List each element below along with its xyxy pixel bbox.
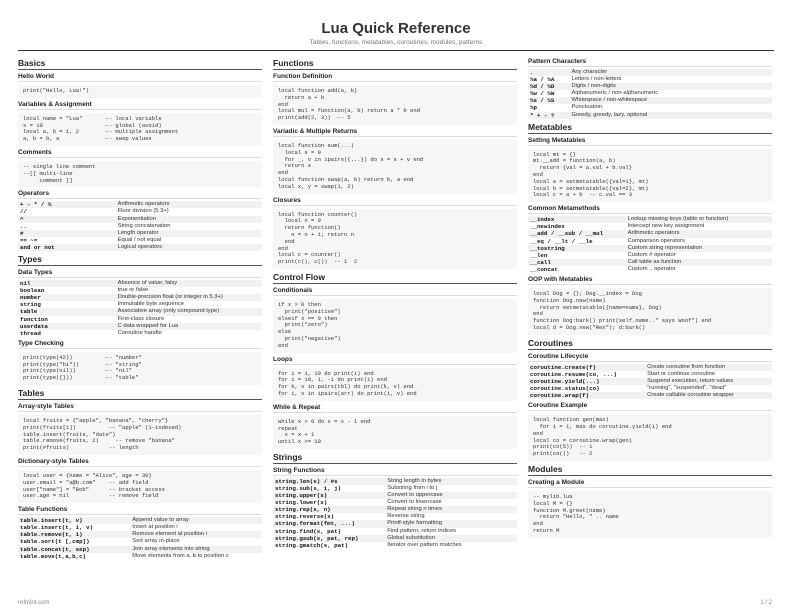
syntax-cell: __add / __sub / __mul xyxy=(528,230,626,237)
description-cell: "running", "suspended", "dead" xyxy=(647,385,727,392)
description-cell: Insert at position i xyxy=(132,524,178,531)
syntax-cell: table.concat(t, sep) xyxy=(18,546,130,553)
syntax-cell: table xyxy=(18,308,116,315)
description-cell: Convert to lowercase xyxy=(387,499,442,506)
reference-table xyxy=(18,517,262,560)
subsection-heading: Creating a Module xyxy=(528,479,772,488)
syntax-cell: function xyxy=(20,315,48,323)
syntax-cell: coroutine.create(f) xyxy=(528,364,645,371)
description-cell: Substring from i to j xyxy=(387,484,438,491)
reference-table xyxy=(528,364,772,399)
table-row xyxy=(528,216,772,223)
syntax-cell: userdata xyxy=(18,323,116,330)
code-block: local function sum(...) local s = 0 for _, v in ipairs({...}) do s = s + v end return s end local function swap(a, b) return b, a end local x, y = swap(1, 2) xyxy=(273,140,517,194)
table-row xyxy=(18,553,262,560)
description-cell: Letters / non-letters xyxy=(571,76,622,83)
table-row xyxy=(18,230,262,237)
description-cell: C data wrapped for Lua xyxy=(116,323,262,330)
description-cell: Find pattern, return indices xyxy=(387,527,457,534)
column-1 xyxy=(18,55,262,560)
subsection-heading: Coroutine Lifecycle xyxy=(528,353,772,362)
table-row xyxy=(18,316,262,323)
subsection-heading: OOP with Metatables xyxy=(528,276,772,285)
description-cell: Global substitution xyxy=(385,535,517,542)
syntax-cell: coroutine.wrap(f) xyxy=(528,392,645,399)
section-heading: Strings xyxy=(273,452,517,464)
description-cell: Create callable coroutine wrapper xyxy=(645,392,772,399)
column-2 xyxy=(273,55,517,549)
syntax-cell: table.insert(t, i, v) xyxy=(20,524,94,532)
table-row xyxy=(18,208,262,215)
table-row xyxy=(528,76,772,83)
table-row xyxy=(528,392,772,399)
description-cell: Any character xyxy=(569,69,772,76)
description-cell: Length operator xyxy=(116,230,262,237)
syntax-cell: coroutine.resume(co, ...) xyxy=(530,370,617,378)
description-cell: Equal / not equal xyxy=(117,236,162,243)
description-cell: Convert to uppercase xyxy=(385,492,517,499)
table-row xyxy=(528,223,772,230)
subsection-heading: Hello World xyxy=(18,73,262,82)
description-cell: Suspend execution, return values xyxy=(645,378,772,385)
subsection-heading: Coroutine Example xyxy=(528,402,772,411)
table-row xyxy=(528,238,772,245)
section-heading: Tables xyxy=(18,388,262,400)
syntax-cell: boolean xyxy=(20,287,45,295)
description-cell: Intercept new key assignment xyxy=(627,223,705,230)
syntax-cell: + - * / % xyxy=(18,201,116,208)
table-row xyxy=(273,478,517,485)
table-row xyxy=(528,385,772,392)
description-cell: Whitespace / non-whitespace xyxy=(569,97,772,104)
page-subtitle: Tables, functions, metatables, coroutines, modules, patterns xyxy=(309,39,483,46)
table-row xyxy=(18,546,262,553)
table-row xyxy=(18,223,262,230)
description-cell: Append value to array xyxy=(130,517,262,524)
syntax-cell: string.upper(s) xyxy=(273,492,385,499)
subsection-heading: Setting Metatables xyxy=(528,137,772,146)
syntax-cell: // xyxy=(20,208,27,216)
syntax-cell: string.reverse(s) xyxy=(275,513,335,521)
table-row xyxy=(18,280,262,287)
description-cell: Join array elements into string xyxy=(130,546,262,553)
code-block: local Dog = {}; Dog.__index = Dog function Dog.new(name) return setmetatable({name=name}, Dog) end function Dog:bark() print(self.name.." says Woof") end local d = Dog.new("Rex"); d:bark() xyxy=(528,288,772,335)
syntax-cell: string.find(s, pat) xyxy=(275,527,342,535)
table-row xyxy=(528,83,772,90)
code-block: local name = "Lua" -- local variable x = 10 -- global (avoid) local a, b = 1, 2 -- multiple assignment a, b = b, a -- swap values xyxy=(18,113,262,146)
syntax-cell: %p xyxy=(530,104,537,112)
syntax-cell: * + - ? xyxy=(528,112,569,119)
syntax-cell: .. xyxy=(20,222,27,230)
description-cell: Arithmetic operators xyxy=(116,201,262,208)
description-cell: Create coroutine from function xyxy=(645,364,772,371)
syntax-cell: and or not xyxy=(18,244,116,251)
code-block: local mt = {} mt.__add = function(a, b) return {val = a.val + b.val} end local a = setmetatable({val=1}, mt) local b = setmetatable({val=2}, mt) local c = a + b -- c.val == 3 xyxy=(528,149,772,203)
code-block: local function gen(max) for i = 1, max do coroutine.yield(i) end end local co = coroutine.wrap(gen) print(co(5)) -- 1 print(co()) -- 2 xyxy=(528,414,772,461)
syntax-cell: string.gsub(s, pat, rep) xyxy=(273,535,385,542)
table-row xyxy=(273,542,517,549)
description-cell: String concatenation xyxy=(117,222,171,229)
syntax-cell: string.gmatch(s, pat) xyxy=(275,541,349,549)
syntax-cell: table.insert(t, v) xyxy=(18,517,130,524)
code-block: while x > 0 do x = x - 1 end repeat x = x + 1 until x >= 10 xyxy=(273,416,517,449)
syntax-cell: table.remove(t, i) xyxy=(18,531,130,538)
subsection-heading: Variadic & Multiple Returns xyxy=(273,128,517,137)
description-cell: Arithmetic operators xyxy=(626,230,772,237)
code-block: print(type(42)) -- "number" print(type("hi")) -- "string" print(type(nil)) -- "nil" print(type({})) -- "table" xyxy=(18,352,262,385)
table-row xyxy=(528,371,772,378)
description-cell: First-class closure xyxy=(117,315,165,322)
table-row xyxy=(528,378,772,385)
description-cell: Floor division (5.3+) xyxy=(117,208,169,215)
subsection-heading: Array-style Tables xyxy=(18,403,262,412)
syntax-cell: string.len(s) / #s xyxy=(273,478,385,485)
table-row xyxy=(18,538,262,545)
description-cell: true or false xyxy=(117,287,149,294)
description-cell: Exponentiation xyxy=(116,216,262,223)
syntax-cell: __len xyxy=(530,251,548,259)
table-row xyxy=(273,513,517,520)
code-block: local fruits = {"apple", "banana", "cherry"} print(fruits[1]) -- "apple" (1-indexed) table.insert(fruits, "date") table.remove(fruits, 2) -- remove "banana" print(#fruits) -- length xyxy=(18,415,262,455)
syntax-cell: __concat xyxy=(530,265,558,273)
table-row xyxy=(528,230,772,237)
syntax-cell: %s / %S xyxy=(528,97,569,104)
code-block: local function add(a, b) return a + b end local mul = function(a, b) return a * b end print(add(2, 3)) -- 5 xyxy=(273,85,517,125)
syntax-cell: __newindex xyxy=(530,223,565,231)
reference-table xyxy=(273,478,517,549)
table-row xyxy=(273,485,517,492)
syntax-cell: thread xyxy=(20,329,41,337)
table-row xyxy=(528,252,772,259)
table-row xyxy=(18,531,262,538)
description-cell: Start or continue coroutine xyxy=(647,370,716,377)
table-row xyxy=(18,524,262,531)
subsection-heading: String Functions xyxy=(273,467,517,476)
table-row xyxy=(528,69,772,76)
subsection-heading: Function Definition xyxy=(273,73,517,82)
description-cell: Digits / non-digits xyxy=(569,83,772,90)
syntax-cell: number xyxy=(18,294,116,301)
table-row xyxy=(528,112,772,119)
subsection-heading: Type Checking xyxy=(18,340,262,349)
description-cell: Lookup missing keys (table or function) xyxy=(626,216,772,223)
subsection-heading: Loops xyxy=(273,356,517,365)
syntax-cell: table.sort(t [,cmp]) xyxy=(20,538,90,546)
description-cell: String length in bytes xyxy=(385,478,517,485)
reference-table xyxy=(528,216,772,273)
section-heading: Basics xyxy=(18,58,262,70)
description-cell: Immutable byte sequence xyxy=(117,301,184,308)
syntax-cell: coroutine.status(co) xyxy=(530,385,600,393)
code-block: if x > 0 then print("positive") elseif x == 0 then print("zero") else print("negative") end xyxy=(273,299,517,353)
subsection-heading: Pattern Characters xyxy=(528,58,772,67)
syntax-cell: __call xyxy=(528,259,626,266)
description-cell: Printf-style formatting xyxy=(385,520,517,527)
syntax-cell: # xyxy=(18,230,116,237)
code-block: -- single line comment --[[ multi-line comment ]] xyxy=(18,161,262,187)
table-row xyxy=(18,323,262,330)
reference-table xyxy=(528,69,772,119)
syntax-cell: __tostring xyxy=(528,245,626,252)
table-row xyxy=(528,90,772,97)
description-cell: Comparison operators xyxy=(627,237,685,244)
reference-table xyxy=(18,201,262,251)
syntax-cell: == ~= xyxy=(20,236,38,244)
header-rule xyxy=(18,50,774,51)
table-row xyxy=(18,287,262,294)
table-row xyxy=(273,506,517,513)
table-row xyxy=(18,330,262,337)
syntax-cell: __eq / __lt / __le xyxy=(530,237,593,245)
subsection-heading: Closures xyxy=(273,197,517,206)
code-block: -- mylib.lua local M = {} function M.greet(name) return "Hello, " .. name end return M xyxy=(528,491,772,538)
syntax-cell: string xyxy=(20,301,41,309)
footer-source: refmint.com xyxy=(18,600,50,606)
section-heading: Types xyxy=(18,254,262,266)
description-cell: Punctuation xyxy=(571,104,603,111)
subsection-heading: Comments xyxy=(18,149,262,158)
syntax-cell: string.rep(s, n) xyxy=(273,506,385,513)
table-row xyxy=(18,237,262,244)
page-number: 1 / 2 xyxy=(760,600,772,606)
table-row xyxy=(528,104,772,111)
description-cell: Greedy, greedy, lazy, optional xyxy=(569,112,772,119)
syntax-cell: coroutine.yield(...) xyxy=(528,378,645,385)
table-row xyxy=(18,308,262,315)
description-cell: Remove element at position i xyxy=(130,531,262,538)
description-cell: Call table as function xyxy=(626,259,772,266)
subsection-heading: Operators xyxy=(18,190,262,199)
description-cell: Repeat string n times xyxy=(385,506,517,513)
syntax-cell: . xyxy=(528,69,569,76)
description-cell: Custom string representation xyxy=(626,245,772,252)
section-heading: Functions xyxy=(273,58,517,70)
table-row xyxy=(273,492,517,499)
table-row xyxy=(273,520,517,527)
syntax-cell: %a / %A xyxy=(530,76,555,84)
code-block: for i = 1, 10 do print(i) end for i = 10, 1, -1 do print(i) end for k, v in pairs(tbl) do print(k, v) end for i, v in ipairs(arr) do print(i, v) end xyxy=(273,368,517,401)
section-heading: Coroutines xyxy=(528,338,772,350)
code-block: local user = {name = "Alice", age = 30} user.email = "a@b.com" -- add field user["name"] = "Bob" -- bracket access user.age = nil -- remove field xyxy=(18,470,262,503)
subsection-heading: Table Functions xyxy=(18,506,262,515)
section-heading: Modules xyxy=(528,464,772,476)
description-cell: Double-precision float (or integer in 5.3+) xyxy=(116,294,262,301)
syntax-cell: %d / %D xyxy=(528,83,569,90)
syntax-cell: nil xyxy=(18,280,116,287)
column-3 xyxy=(528,55,772,538)
syntax-cell: table.move(t,a,b,c) xyxy=(20,552,87,560)
section-heading: Metatables xyxy=(528,122,772,134)
table-row xyxy=(528,266,772,273)
syntax-cell: __index xyxy=(528,216,626,223)
table-row xyxy=(18,201,262,208)
description-cell: Coroutine handle xyxy=(117,329,162,336)
syntax-cell: string.sub(s, i, j) xyxy=(275,484,342,492)
reference-table xyxy=(18,280,262,337)
table-row xyxy=(528,259,772,266)
page-header xyxy=(0,20,792,46)
subsection-heading: Conditionals xyxy=(273,287,517,296)
description-cell: Associative array (only compound type) xyxy=(116,308,262,315)
table-row xyxy=(273,528,517,535)
table-row xyxy=(273,535,517,542)
code-block: print("Hello, Lua!") xyxy=(18,85,262,98)
description-cell: Absence of value; falsy xyxy=(116,280,262,287)
description-cell: Alphanumeric / non-alphanumeric xyxy=(571,90,659,97)
table-row xyxy=(18,244,262,251)
syntax-cell: string.lower(s) xyxy=(275,499,328,507)
syntax-cell: %w / %W xyxy=(530,90,555,98)
table-row xyxy=(528,245,772,252)
table-row xyxy=(18,294,262,301)
table-row xyxy=(528,364,772,371)
subsection-heading: Variables & Assignment xyxy=(18,101,262,110)
table-row xyxy=(528,97,772,104)
code-block: local function counter() local n = 0 return function() n = n + 1; return n end end local c = counter() print(c(), c()) -- 1 2 xyxy=(273,209,517,269)
description-cell: Sort array in-place xyxy=(132,538,180,545)
table-row xyxy=(18,301,262,308)
description-cell: Move elements from a..b to position c xyxy=(132,552,229,559)
description-cell: Custom .. operator xyxy=(627,265,676,272)
description-cell: Iterator over pattern matches xyxy=(387,541,462,548)
description-cell: Custom # operator xyxy=(627,251,676,258)
description-cell: Logical operators xyxy=(116,244,262,251)
syntax-cell: ^ xyxy=(18,216,116,223)
table-row xyxy=(273,499,517,506)
subsection-heading: Common Metamethods xyxy=(528,205,772,214)
subsection-heading: While & Repeat xyxy=(273,404,517,413)
table-row xyxy=(18,517,262,524)
table-row xyxy=(18,216,262,223)
page-title: Lua Quick Reference xyxy=(321,20,471,37)
syntax-cell: string.format(fmt, ...) xyxy=(273,520,385,527)
subsection-heading: Dictionary-style Tables xyxy=(18,458,262,467)
subsection-heading: Data Types xyxy=(18,269,262,278)
section-heading: Control Flow xyxy=(273,272,517,284)
description-cell: Reverse string xyxy=(387,513,425,520)
